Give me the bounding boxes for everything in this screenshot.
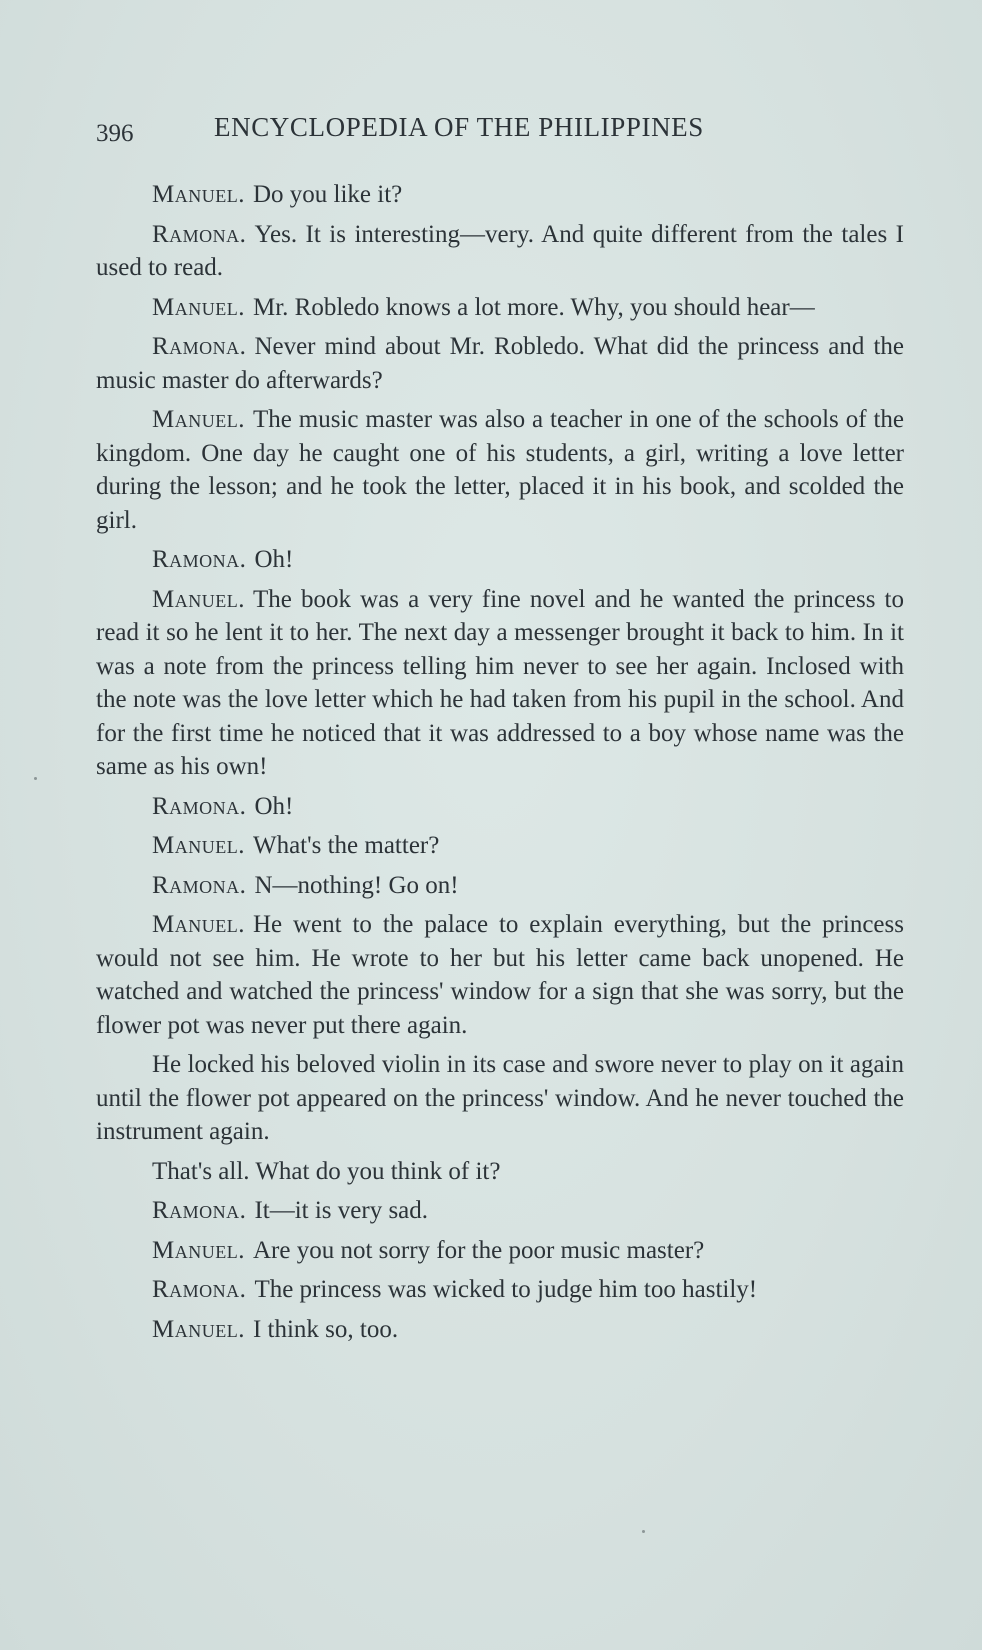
speaker-name: Manuel.: [152, 406, 245, 433]
page-header: [96, 112, 816, 156]
speaker-name: Manuel.: [152, 293, 245, 321]
dialogue-line: [96, 1273, 904, 1307]
speaker-name: Manuel.: [152, 1236, 245, 1264]
page-number: 396: [96, 120, 134, 147]
dialogue-line: [96, 1313, 904, 1347]
paper-speck: [642, 1530, 645, 1533]
dialogue-line: [96, 178, 904, 212]
dialogue-text-body: That's all. What do you think of it?: [152, 1157, 501, 1185]
speaker-name: Manuel.: [152, 911, 245, 938]
dialogue-text-body: N—nothing! Go on!: [254, 871, 459, 899]
dialogue-line: [96, 1194, 904, 1228]
dialogue-text-body: The princess was wicked to judge him too hastily!: [254, 1276, 758, 1303]
speaker-name: Ramona.: [152, 220, 247, 248]
speaker-name: Ramona.: [152, 1276, 247, 1303]
dialogue-text: [96, 178, 904, 1352]
dialogue-text-body: What's the matter?: [252, 832, 440, 859]
dialogue-line: [96, 908, 904, 1042]
dialogue-line: [96, 291, 904, 325]
dialogue-text-body: Do you like it?: [252, 181, 403, 208]
dialogue-text-body: Are you not sorry for the poor music master?: [252, 1236, 705, 1264]
dialogue-line: [96, 403, 904, 537]
dialogue-line: [96, 790, 904, 824]
narrative-paragraph: [96, 1048, 904, 1149]
speaker-name: Manuel.: [152, 181, 245, 208]
narrative-paragraph: [96, 1155, 904, 1189]
speaker-name: Manuel.: [152, 832, 245, 859]
dialogue-text-body: He locked his beloved violin in its case and swore never to play on it again until the flower pot appeared on the princess' window. And he never touched the instrument again.: [96, 1051, 904, 1145]
dialogue-text-body: The music master was also a teacher in one of the schools of the kingdom. One day he caught one of his students, a girl, writing a love letter during the lesson; and he took the letter, placed it in his book, and scolded the girl.: [96, 406, 904, 534]
dialogue-text-body: It—it is very sad.: [254, 1197, 429, 1224]
dialogue-text-body: Oh!: [254, 546, 294, 573]
dialogue-line: [96, 829, 904, 863]
dialogue-line: [96, 869, 904, 903]
speaker-name: Ramona.: [152, 871, 247, 899]
dialogue-text-body: Yes. It is interesting—very. And quite different from the tales I used to read.: [96, 220, 904, 281]
speaker-name: Manuel.: [152, 1315, 245, 1343]
dialogue-text-body: Mr. Robledo knows a lot more. Why, you should hear—: [252, 293, 815, 321]
dialogue-text-body: Never mind about Mr. Robledo. What did the princess and the music master do afterwards?: [96, 333, 904, 394]
dialogue-text-body: Oh!: [254, 792, 294, 820]
speaker-name: Ramona.: [152, 1197, 247, 1224]
running-title: ENCYCLOPEDIA OF THE PHILIPPINES: [214, 112, 704, 142]
dialogue-line: [96, 218, 904, 285]
dialogue-text-body: I think so, too.: [252, 1315, 399, 1343]
dialogue-line: [96, 543, 904, 577]
dialogue-line: [96, 1234, 904, 1268]
speaker-name: Manuel.: [152, 585, 245, 613]
speaker-name: Ramona.: [152, 333, 247, 360]
speaker-name: Ramona.: [152, 792, 247, 820]
dialogue-text-body: He went to the palace to explain everything, but the princess would not see him. He wrote to her but his letter came back unopened. He watched and watched the princess' window for a sign that she was sorry, but the flower pot was never put there again.: [96, 911, 904, 1039]
dialogue-text-body: The book was a very fine novel and he wanted the princess to read it so he lent it to her. The next day a messenger brought it back to him. In it was a note from the princess telling him never to see her again. Inclosed with the note was the love letter which he had taken from his pupil in the school. And for the first time he noticed that it was addressed to a boy whose name was the same as his own!: [96, 585, 904, 780]
dialogue-line: [96, 583, 904, 784]
speaker-name: Ramona.: [152, 546, 247, 573]
paper-speck: [34, 777, 37, 780]
dialogue-line: [96, 330, 904, 397]
